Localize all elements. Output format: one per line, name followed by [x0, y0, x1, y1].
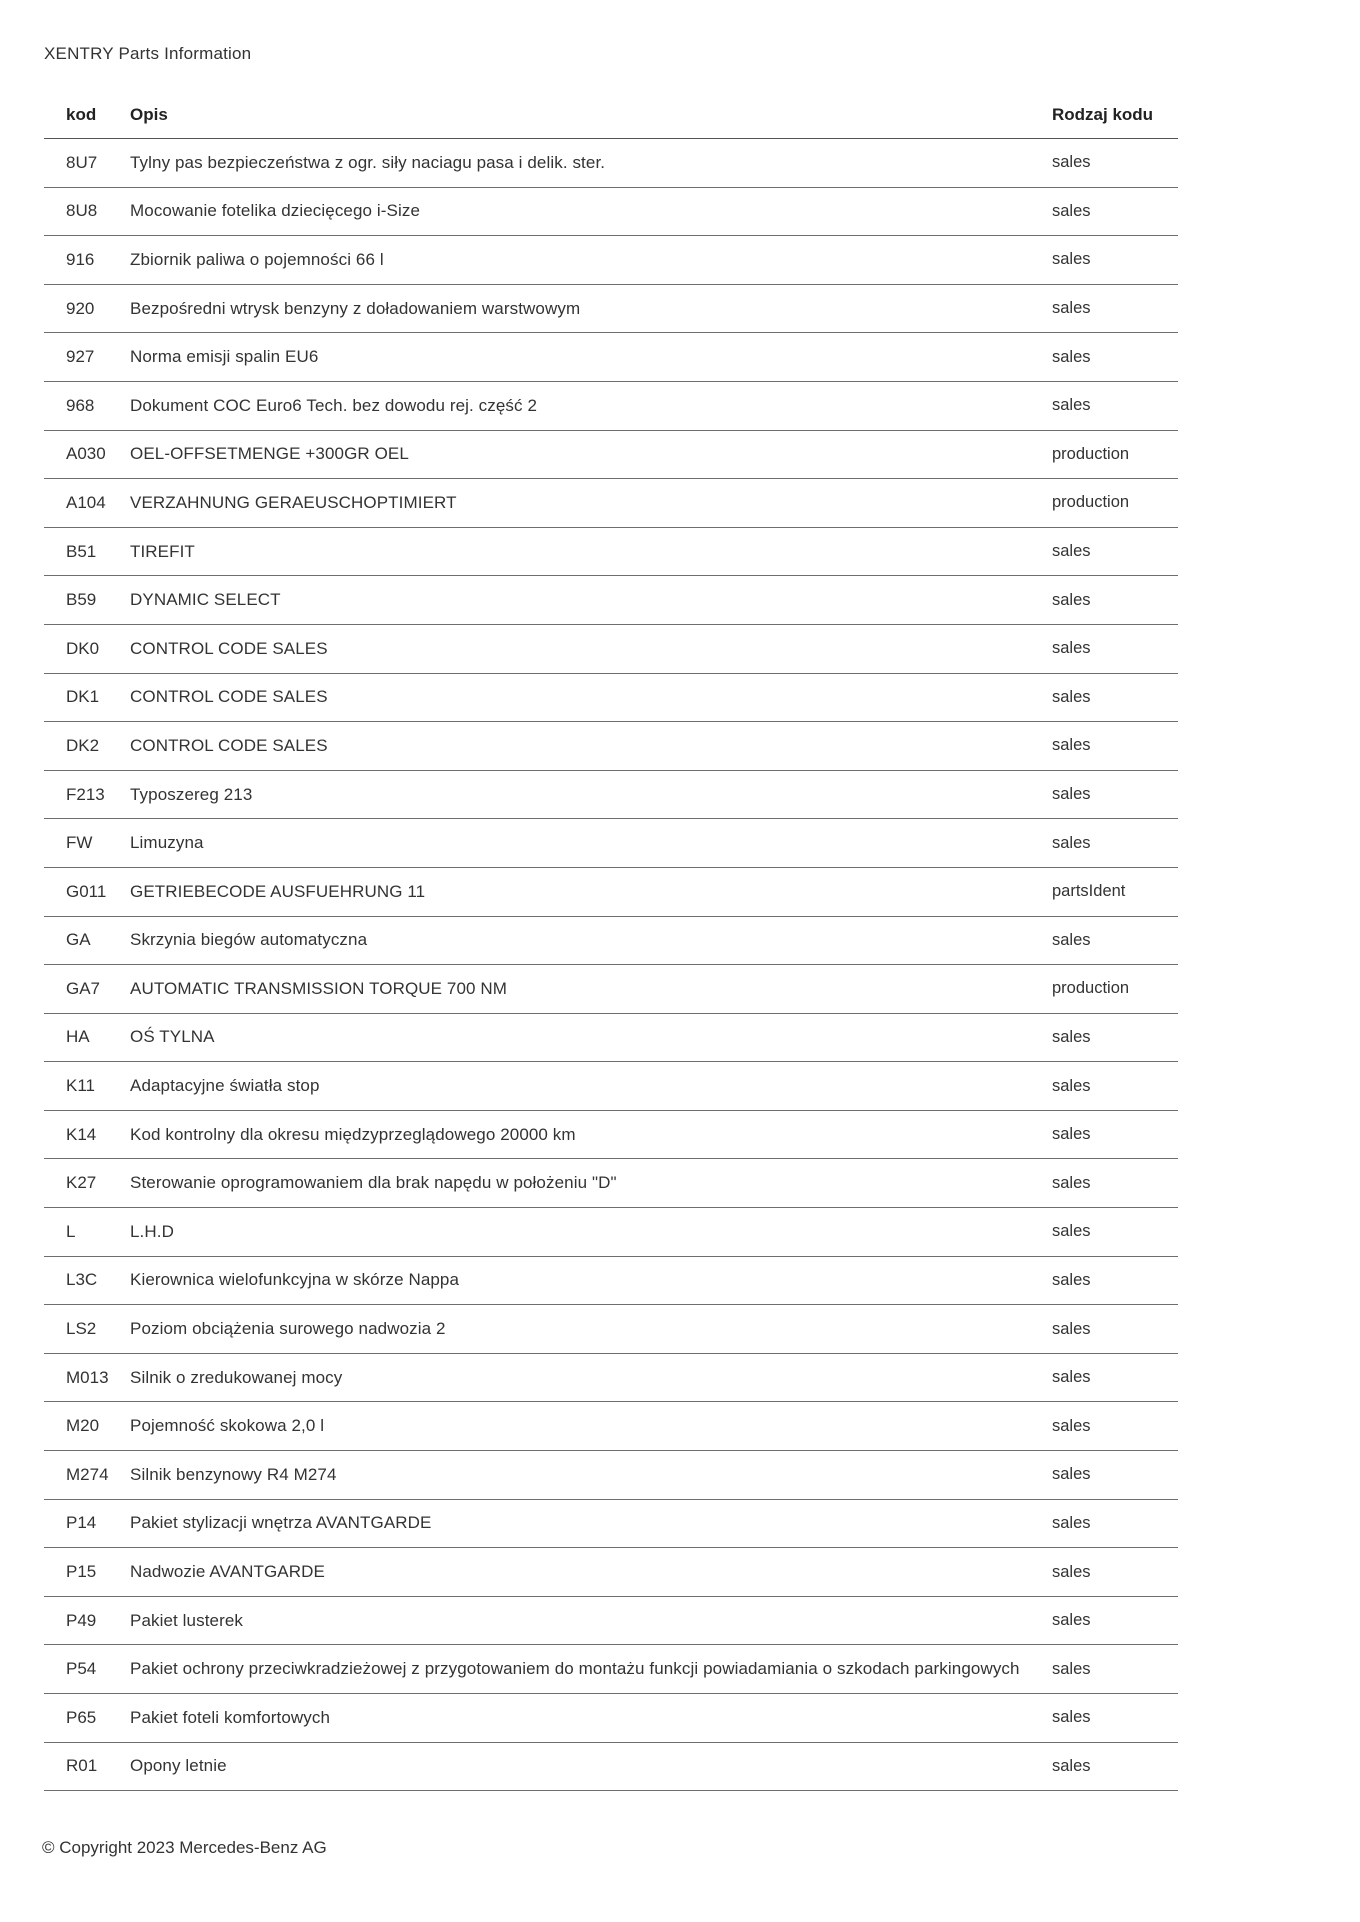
cell-description: Tylny pas bezpieczeństwa z ogr. siły naciagu pasa i delik. ster.: [130, 139, 1052, 188]
table-row: [44, 187, 1178, 236]
cell-code: 968: [44, 381, 130, 430]
cell-code: 920: [44, 284, 130, 333]
table-row: [44, 430, 1178, 479]
cell-code: A030: [44, 430, 130, 479]
cell-code-type: sales: [1052, 1742, 1178, 1791]
cell-code-type: sales: [1052, 1256, 1178, 1305]
cell-code: HA: [44, 1013, 130, 1062]
cell-description: VERZAHNUNG GERAEUSCHOPTIMIERT: [130, 479, 1052, 528]
cell-code: 8U8: [44, 187, 130, 236]
cell-code: P54: [44, 1645, 130, 1694]
cell-code-type: production: [1052, 965, 1178, 1014]
cell-code: R01: [44, 1742, 130, 1791]
cell-code-type: sales: [1052, 1596, 1178, 1645]
cell-code: G011: [44, 867, 130, 916]
table-row: [44, 1402, 1178, 1451]
cell-code-type: sales: [1052, 1305, 1178, 1354]
parts-table: [44, 92, 1178, 1791]
cell-code: K11: [44, 1062, 130, 1111]
table-row: [44, 819, 1178, 868]
cell-code-type: partsIdent: [1052, 867, 1178, 916]
cell-code: P15: [44, 1548, 130, 1597]
cell-code: B59: [44, 576, 130, 625]
table-row: [44, 139, 1178, 188]
cell-description: OEL-OFFSETMENGE +300GR OEL: [130, 430, 1052, 479]
cell-code-type: sales: [1052, 673, 1178, 722]
cell-code: L3C: [44, 1256, 130, 1305]
cell-description: Opony letnie: [130, 1742, 1052, 1791]
cell-description: CONTROL CODE SALES: [130, 624, 1052, 673]
cell-description: Adaptacyjne światła stop: [130, 1062, 1052, 1111]
cell-code-type: sales: [1052, 1548, 1178, 1597]
cell-code: 916: [44, 236, 130, 285]
table-row: [44, 867, 1178, 916]
cell-code-type: sales: [1052, 722, 1178, 771]
cell-code-type: sales: [1052, 1694, 1178, 1743]
cell-code: K14: [44, 1110, 130, 1159]
cell-code-type: sales: [1052, 819, 1178, 868]
table-row: [44, 1110, 1178, 1159]
column-header-description: Opis: [130, 92, 1052, 139]
table-row: [44, 1548, 1178, 1597]
cell-description: Bezpośredni wtrysk benzyny z doładowaniem warstwowym: [130, 284, 1052, 333]
cell-code: DK0: [44, 624, 130, 673]
cell-description: Nadwozie AVANTGARDE: [130, 1548, 1052, 1597]
cell-code: DK1: [44, 673, 130, 722]
cell-code: P65: [44, 1694, 130, 1743]
cell-code-type: sales: [1052, 1645, 1178, 1694]
cell-code-type: sales: [1052, 624, 1178, 673]
cell-code-type: sales: [1052, 236, 1178, 285]
table-row: [44, 333, 1178, 382]
table-row: [44, 236, 1178, 285]
cell-code: K27: [44, 1159, 130, 1208]
cell-description: Limuzyna: [130, 819, 1052, 868]
table-row: [44, 1305, 1178, 1354]
cell-code: 8U7: [44, 139, 130, 188]
cell-code-type: sales: [1052, 1062, 1178, 1111]
cell-description: Typoszereg 213: [130, 770, 1052, 819]
cell-description: Kod kontrolny dla okresu międzyprzeglądowego 20000 km: [130, 1110, 1052, 1159]
table-header: [44, 92, 1178, 139]
cell-description: CONTROL CODE SALES: [130, 722, 1052, 771]
cell-code-type: sales: [1052, 1353, 1178, 1402]
cell-code: P14: [44, 1499, 130, 1548]
cell-code: DK2: [44, 722, 130, 771]
cell-description: Silnik benzynowy R4 M274: [130, 1451, 1052, 1500]
cell-code-type: sales: [1052, 284, 1178, 333]
cell-description: TIREFIT: [130, 527, 1052, 576]
cell-description: AUTOMATIC TRANSMISSION TORQUE 700 NM: [130, 965, 1052, 1014]
table-row: [44, 1499, 1178, 1548]
table-row: [44, 1742, 1178, 1791]
cell-description: Skrzynia biegów automatyczna: [130, 916, 1052, 965]
cell-description: Pakiet foteli komfortowych: [130, 1694, 1052, 1743]
cell-description: Pakiet stylizacji wnętrza AVANTGARDE: [130, 1499, 1052, 1548]
cell-code-type: sales: [1052, 1402, 1178, 1451]
cell-code: GA7: [44, 965, 130, 1014]
cell-description: DYNAMIC SELECT: [130, 576, 1052, 625]
cell-code-type: sales: [1052, 1159, 1178, 1208]
table-row: [44, 624, 1178, 673]
cell-code-type: sales: [1052, 333, 1178, 382]
cell-code: F213: [44, 770, 130, 819]
cell-code-type: sales: [1052, 1499, 1178, 1548]
cell-code-type: sales: [1052, 1013, 1178, 1062]
cell-code-type: sales: [1052, 576, 1178, 625]
cell-description: Sterowanie oprogramowaniem dla brak napędu w położeniu "D": [130, 1159, 1052, 1208]
cell-code: M20: [44, 1402, 130, 1451]
cell-code-type: sales: [1052, 916, 1178, 965]
table-row: [44, 1451, 1178, 1500]
copyright-notice: © Copyright 2023 Mercedes-Benz AG: [42, 1838, 327, 1857]
cell-description: Zbiornik paliwa o pojemności 66 l: [130, 236, 1052, 285]
cell-description: Poziom obciążenia surowego nadwozia 2: [130, 1305, 1052, 1354]
cell-code: M274: [44, 1451, 130, 1500]
cell-code-type: sales: [1052, 527, 1178, 576]
table-row: [44, 284, 1178, 333]
cell-code: LS2: [44, 1305, 130, 1354]
table-row: [44, 770, 1178, 819]
cell-code-type: sales: [1052, 1110, 1178, 1159]
cell-code: L: [44, 1208, 130, 1257]
cell-code: M013: [44, 1353, 130, 1402]
table-body: [44, 139, 1178, 1791]
cell-description: Norma emisji spalin EU6: [130, 333, 1052, 382]
cell-code-type: sales: [1052, 187, 1178, 236]
cell-code-type: sales: [1052, 381, 1178, 430]
cell-description: Pojemność skokowa 2,0 l: [130, 1402, 1052, 1451]
cell-description: GETRIEBECODE AUSFUEHRUNG 11: [130, 867, 1052, 916]
cell-code-type: sales: [1052, 139, 1178, 188]
table-row: [44, 576, 1178, 625]
table-row: [44, 1208, 1178, 1257]
cell-code: B51: [44, 527, 130, 576]
cell-description: Pakiet ochrony przeciwkradzieżowej z przygotowaniem do montażu funkcji powiadamiania o szkodach parkingowych: [130, 1645, 1052, 1694]
table-row: [44, 1159, 1178, 1208]
table-row: [44, 916, 1178, 965]
table-row: [44, 527, 1178, 576]
table-row: [44, 965, 1178, 1014]
table-row: [44, 1645, 1178, 1694]
table-row: [44, 1353, 1178, 1402]
cell-description: Dokument COC Euro6 Tech. bez dowodu rej. część 2: [130, 381, 1052, 430]
cell-description: CONTROL CODE SALES: [130, 673, 1052, 722]
table-row: [44, 479, 1178, 528]
table-row: [44, 673, 1178, 722]
column-header-code-type: Rodzaj kodu: [1052, 92, 1178, 139]
cell-code: A104: [44, 479, 130, 528]
table-row: [44, 1694, 1178, 1743]
table-row: [44, 1013, 1178, 1062]
cell-code: GA: [44, 916, 130, 965]
cell-code-type: production: [1052, 430, 1178, 479]
cell-code: 927: [44, 333, 130, 382]
cell-code: FW: [44, 819, 130, 868]
cell-code: P49: [44, 1596, 130, 1645]
cell-description: OŚ TYLNA: [130, 1013, 1052, 1062]
table-row: [44, 381, 1178, 430]
cell-code-type: production: [1052, 479, 1178, 528]
cell-description: L.H.D: [130, 1208, 1052, 1257]
table-row: [44, 1596, 1178, 1645]
cell-code-type: sales: [1052, 1208, 1178, 1257]
table-row: [44, 722, 1178, 771]
cell-description: Mocowanie fotelika dziecięcego i-Size: [130, 187, 1052, 236]
cell-description: Kierownica wielofunkcyjna w skórze Nappa: [130, 1256, 1052, 1305]
table-row: [44, 1062, 1178, 1111]
column-header-code: kod: [44, 92, 130, 139]
header-row: [44, 92, 1178, 139]
table-row: [44, 1256, 1178, 1305]
page-title: XENTRY Parts Information: [44, 44, 252, 63]
cell-description: Silnik o zredukowanej mocy: [130, 1353, 1052, 1402]
cell-code-type: sales: [1052, 770, 1178, 819]
cell-description: Pakiet lusterek: [130, 1596, 1052, 1645]
cell-code-type: sales: [1052, 1451, 1178, 1500]
